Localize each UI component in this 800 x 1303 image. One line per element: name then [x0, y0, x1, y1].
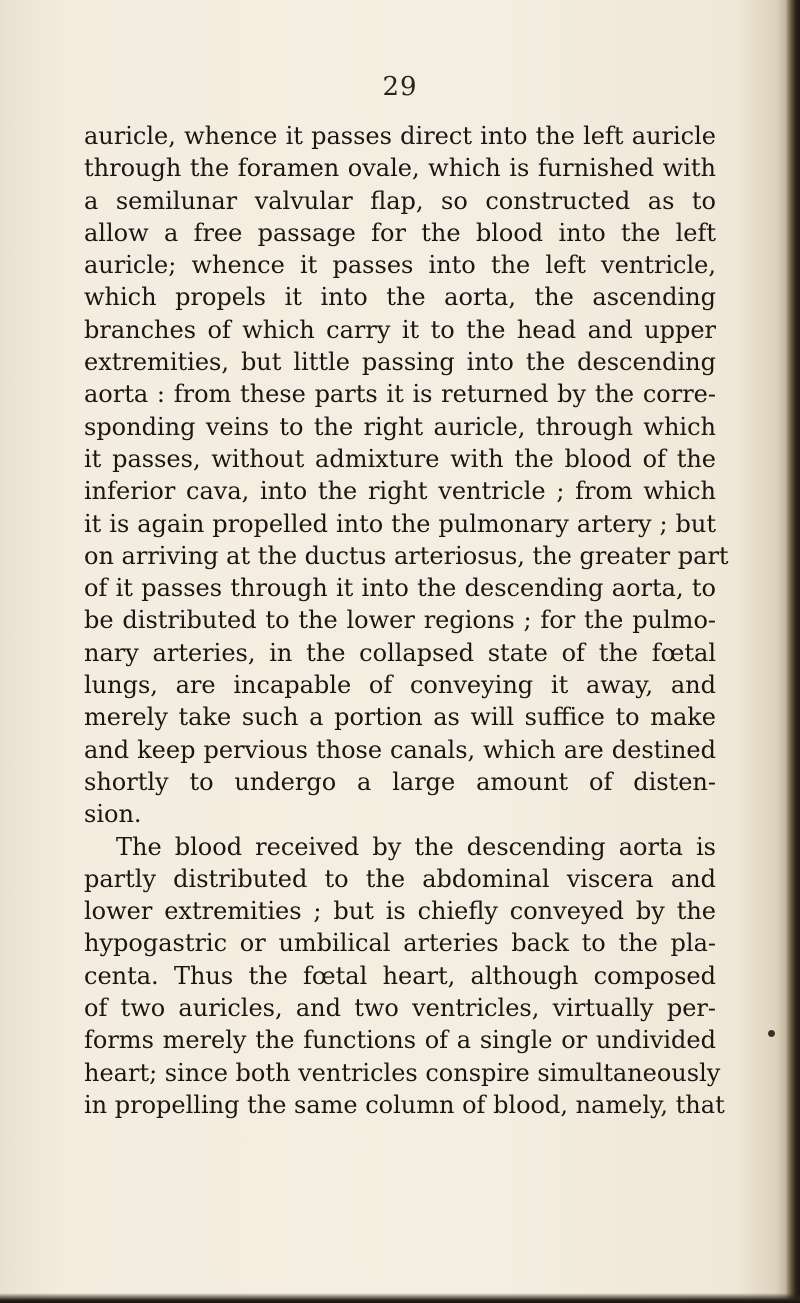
text-line: which propels it into the aorta, the ascending — [84, 283, 716, 312]
page-number: 29 — [382, 72, 418, 102]
text-line: of it passes through it into the descending aorta, to — [84, 574, 716, 603]
text-line: heart; since both ventricles conspire simultaneously — [84, 1058, 721, 1087]
text-line: in propelling the same column of blood, namely, that — [84, 1090, 725, 1119]
text-line: nary arteries, in the collapsed state of the fœtal — [84, 638, 716, 667]
text-line: and keep pervious those canals, which are destined — [84, 735, 716, 764]
text-line: inferior cava, into the right ventricle ; from which — [84, 477, 716, 506]
text-line: it is again propelled into the pulmonary artery ; but — [84, 509, 716, 538]
text-line: be distributed to the lower regions ; for the pulmo- — [84, 606, 716, 635]
text-line: partly distributed to the abdominal viscera and — [84, 864, 716, 893]
text-line: lungs, are incapable of conveying it away, and — [84, 671, 716, 700]
text-line: forms merely the functions of a single or undivided — [84, 1026, 716, 1055]
text-line: The blood received by the descending aorta is — [116, 832, 716, 861]
text-line: it passes, without admixture with the blood of the — [84, 444, 716, 473]
text-line: merely take such a portion as will suffice to make — [84, 703, 716, 732]
text-line: auricle, whence it passes direct into the left auricle — [84, 122, 716, 150]
ink-speck — [768, 1030, 775, 1037]
text-line: lower extremities ; but is chiefly conveyed by the — [84, 897, 716, 926]
text-line: hypogastric or umbilical arteries back to the pla- — [84, 929, 716, 958]
text-line: centa. Thus the fœtal heart, although composed — [84, 961, 716, 990]
page-bottom-shadow — [0, 1293, 800, 1303]
text-line: branches of which carry it to the head and upper — [84, 315, 716, 344]
text-line: on arriving at the ductus arteriosus, the greater part — [84, 541, 729, 570]
text-line: aorta : from these parts it is returned by the corre- — [84, 380, 716, 409]
text-line: allow a free passage for the blood into the left — [84, 218, 716, 247]
text-line: of two auricles, and two ventricles, virtually per- — [84, 994, 716, 1023]
text-line: through the foramen ovale, which is furnished with — [84, 154, 716, 183]
text-line: sponding veins to the right auricle, through which — [84, 412, 716, 441]
page-edge-shadow — [786, 0, 800, 1303]
text-line: shortly to undergo a large amount of disten- — [84, 767, 716, 796]
text-line: sion. — [84, 800, 142, 829]
paragraph-2 — [84, 831, 725, 1122]
text-line: extremities, but little passing into the descending — [84, 348, 716, 377]
text-line: a semilunar valvular flap, so constructed as to — [84, 186, 716, 215]
paragraph-1 — [84, 120, 729, 831]
text-line: auricle; whence it passes into the left ventricle, — [84, 251, 716, 280]
body-text — [84, 120, 729, 1121]
